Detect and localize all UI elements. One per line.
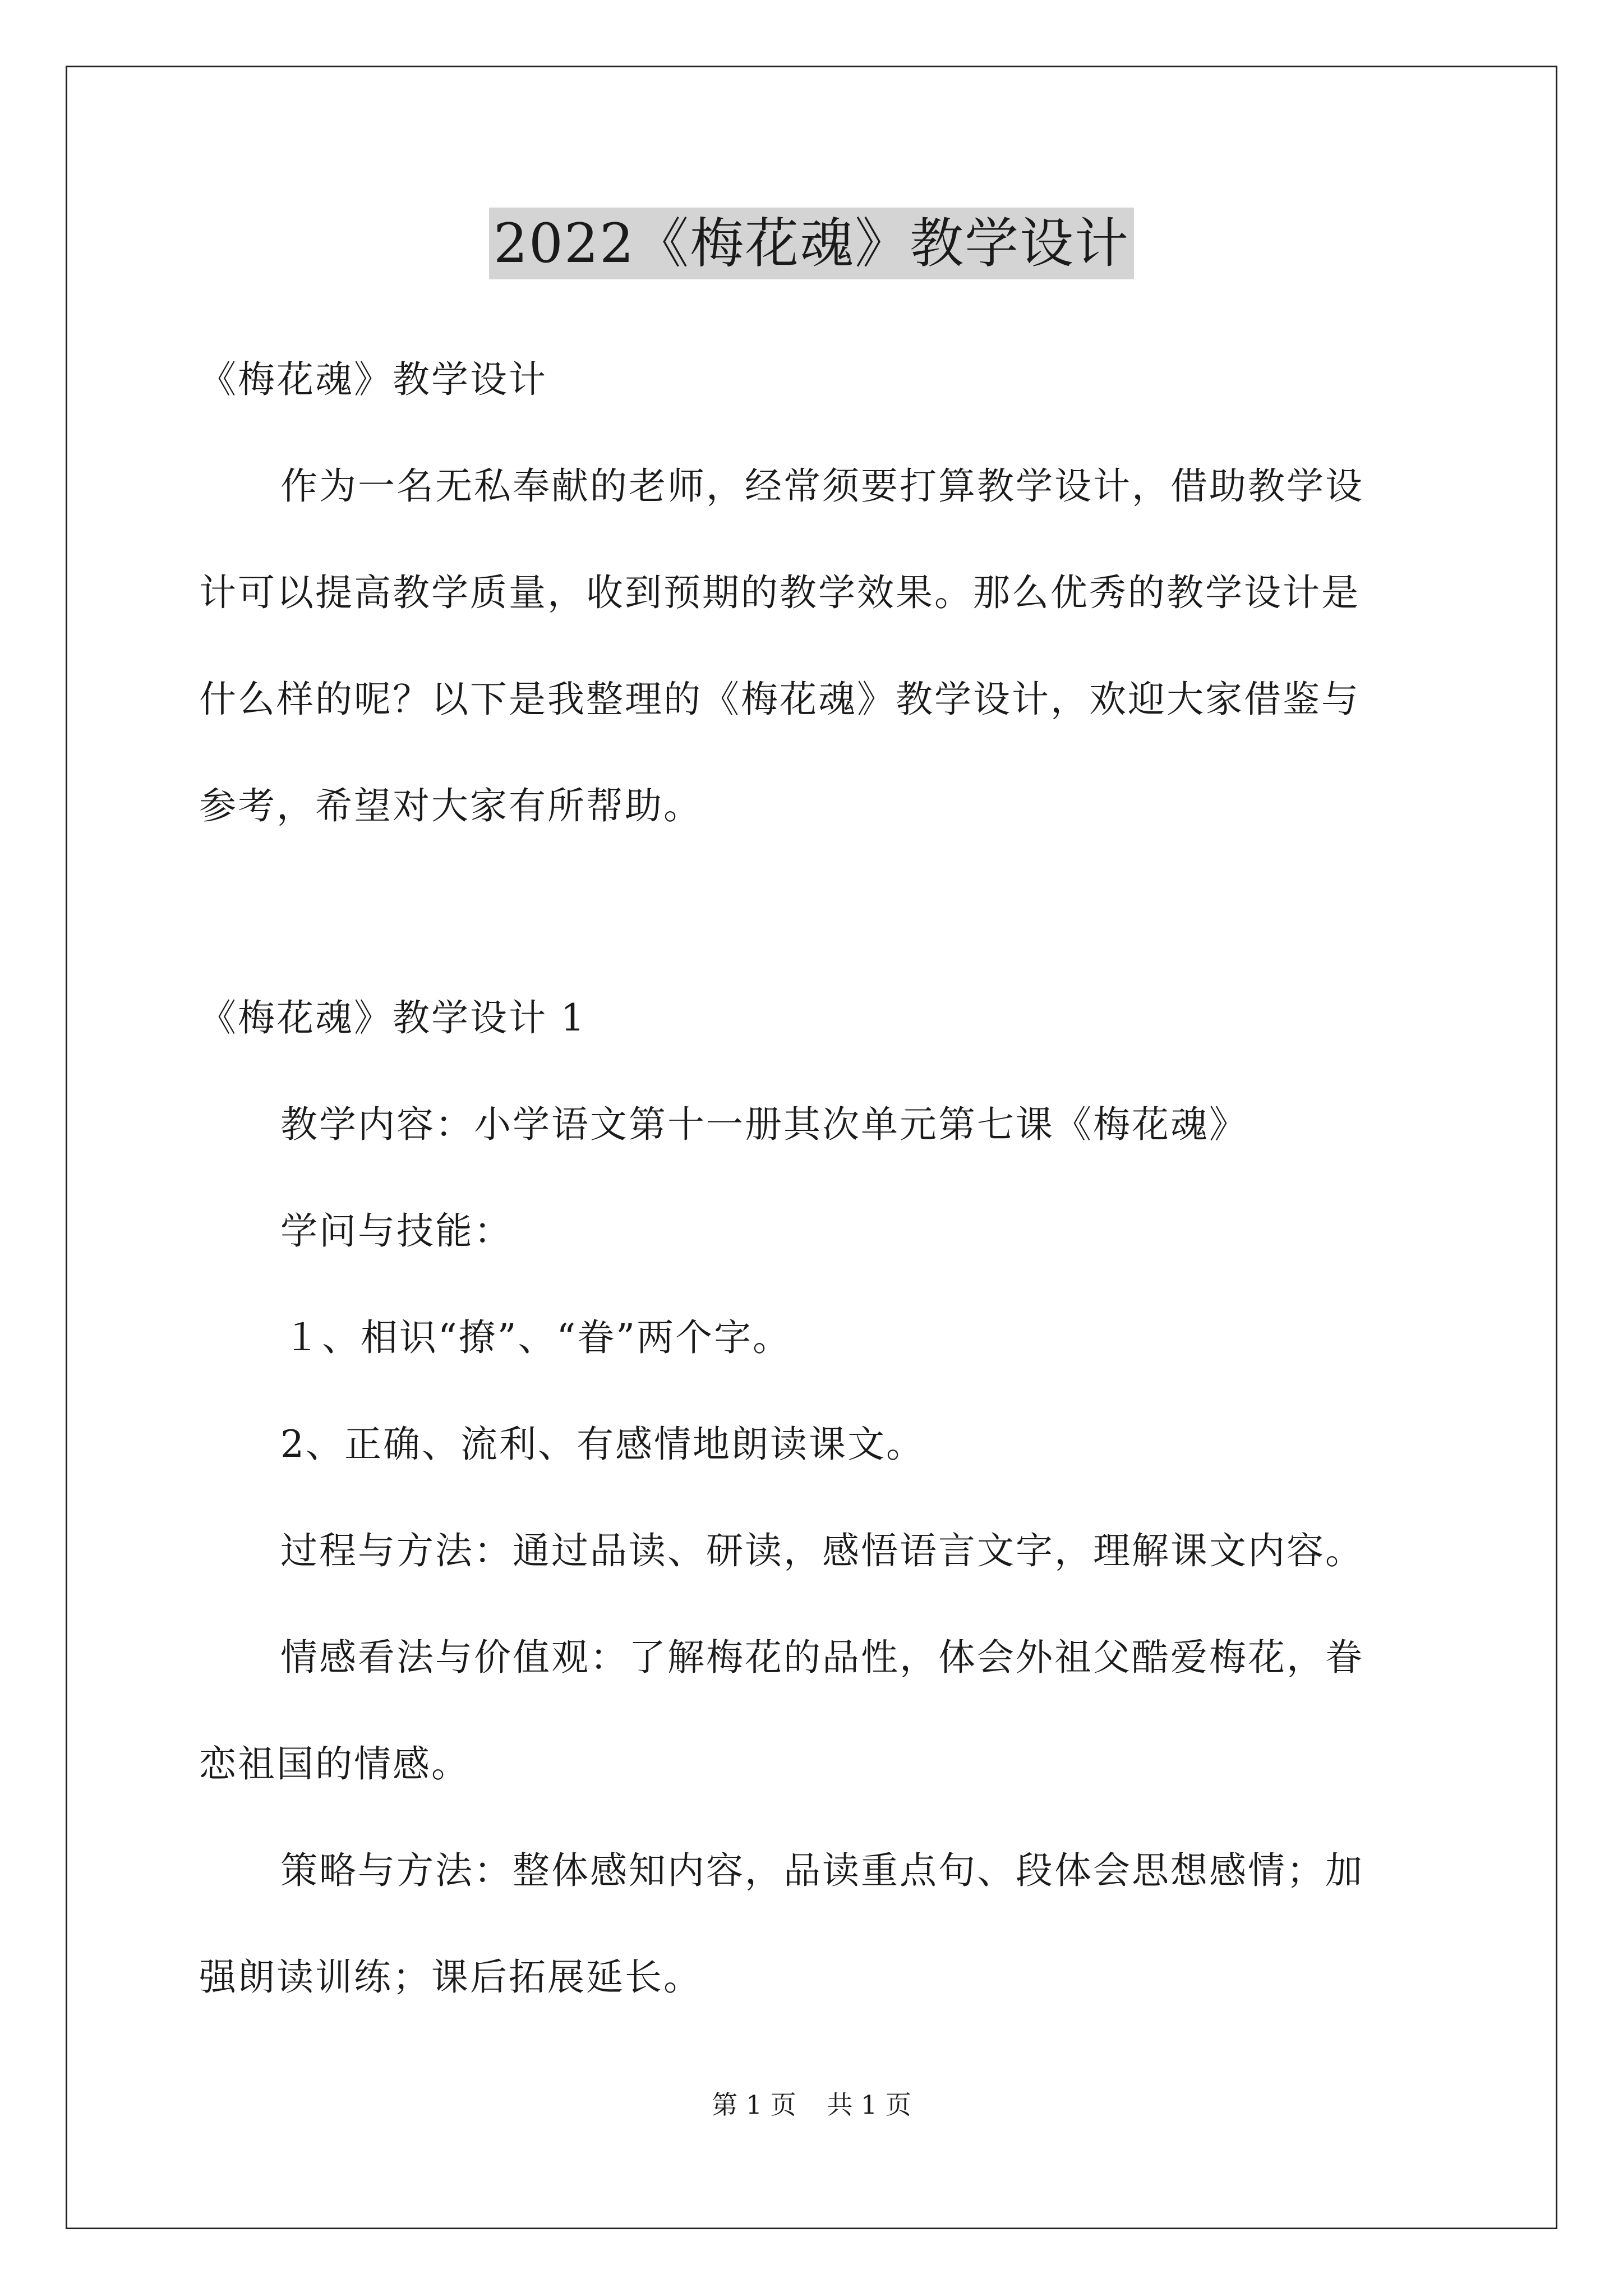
paragraph-line: 恋祖国的情感。 — [199, 1742, 470, 1786]
paragraph-line: １、相识“撩”、“眷”两个字。 — [283, 1316, 791, 1359]
page-total: 共 1 页 — [827, 2090, 911, 2120]
paragraph-line: 什么样的呢？以下是我整理的《梅花魂》教学设计，欢迎大家借鉴与 — [199, 678, 1360, 721]
paragraph-line: 强朗读训练；课后拓展延长。 — [199, 1955, 702, 1999]
page-footer — [0, 2088, 1623, 2122]
paragraph-line: 计可以提高教学质量，收到预期的教学效果。那么优秀的教学设计是 — [199, 571, 1360, 614]
title-container — [0, 208, 1623, 279]
paragraph-line: 情感看法与价值观：了解梅花的品性，体会外祖父酷爱梅花，眷 — [280, 1636, 1364, 1679]
paragraph-line: 参考，希望对大家有所帮助。 — [199, 784, 702, 827]
page-number: 第 1 页 — [712, 2090, 796, 2120]
paragraph-line: 教学内容：小学语文第十一册其次单元第七课《梅花魂》 — [280, 1103, 1248, 1146]
paragraph-line: 学问与技能： — [280, 1209, 513, 1253]
section-heading: 《梅花魂》教学设计 — [199, 358, 547, 401]
document-title: 2022《梅花魂》教学设计 — [489, 208, 1134, 279]
paragraph-line: 过程与方法：通过品读、研读，感悟语言文字，理解课文内容。 — [280, 1529, 1364, 1572]
paragraph-line: 作为一名无私奉献的老师，经常须要打算教学设计，借助教学设 — [280, 464, 1364, 508]
paragraph-line: 策略与方法：整体感知内容，品读重点句、段体会思想感情；加 — [280, 1849, 1364, 1892]
paragraph-line: 2、正确、流利、有感情地朗读课文。 — [280, 1423, 925, 1466]
section-heading: 《梅花魂》教学设计 1 — [199, 996, 586, 1039]
